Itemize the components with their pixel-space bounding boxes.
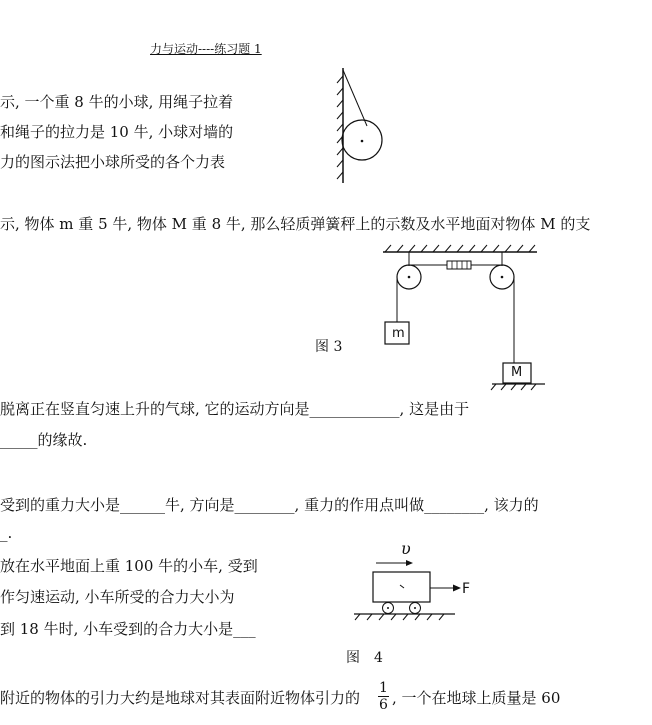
fraction-denominator: 6	[379, 697, 388, 713]
q3-line-1: 脱离正在竖直匀速上升的气球, 它的运动方向是____________, 这是由于	[0, 400, 470, 418]
q5-line-2: 作匀速运动, 小车所受的合力大小为	[0, 588, 235, 606]
q6-line-1-post: , 一个在地球上质量是 60	[392, 689, 561, 707]
q1-line-2: 和绳子的拉力是 10 牛, 小球对墙的	[0, 123, 234, 141]
figure-4-caption: 图 4	[346, 650, 383, 666]
figure-3-caption: 图 3	[315, 339, 343, 355]
fraction-one-sixth	[378, 680, 389, 713]
force-label: F	[462, 581, 471, 597]
q4-line-1: 受到的重力大小是______牛, 方向是________, 重力的作用点叫做________, 该力的	[0, 496, 539, 514]
q5-line-1: 放在水平地面上重 100 牛的小车, 受到	[0, 557, 258, 575]
velocity-label: υ	[401, 539, 411, 558]
block-m-label: m	[392, 326, 405, 341]
block-M-label: M	[511, 365, 523, 380]
cart-ground-hatching	[355, 614, 444, 620]
q5-line-3: 到 18 牛时, 小车受到的合力大小是___	[0, 620, 256, 638]
q1-line-3: 力的图示法把小球所受的各个力表	[0, 153, 226, 171]
q4-line-2: _.	[0, 524, 13, 542]
page-title: 力与运动----练习题 1	[150, 42, 262, 56]
q2-line-1: 示, 物体 m 重 5 牛, 物体 M 重 8 牛, 那么轻质弹簧秤上的示数及水平地面对物体 M 的支	[0, 215, 591, 233]
q3-line-2: _____的缘故.	[0, 431, 88, 449]
q1-line-1: 示, 一个重 8 牛的小球, 用绳子拉着	[0, 93, 234, 111]
fraction-numerator: 1	[379, 680, 388, 696]
cart	[373, 572, 430, 602]
q6-line-1-pre: 附近的物体的引力大约是地球对其表面附近物体引力的	[0, 689, 361, 707]
